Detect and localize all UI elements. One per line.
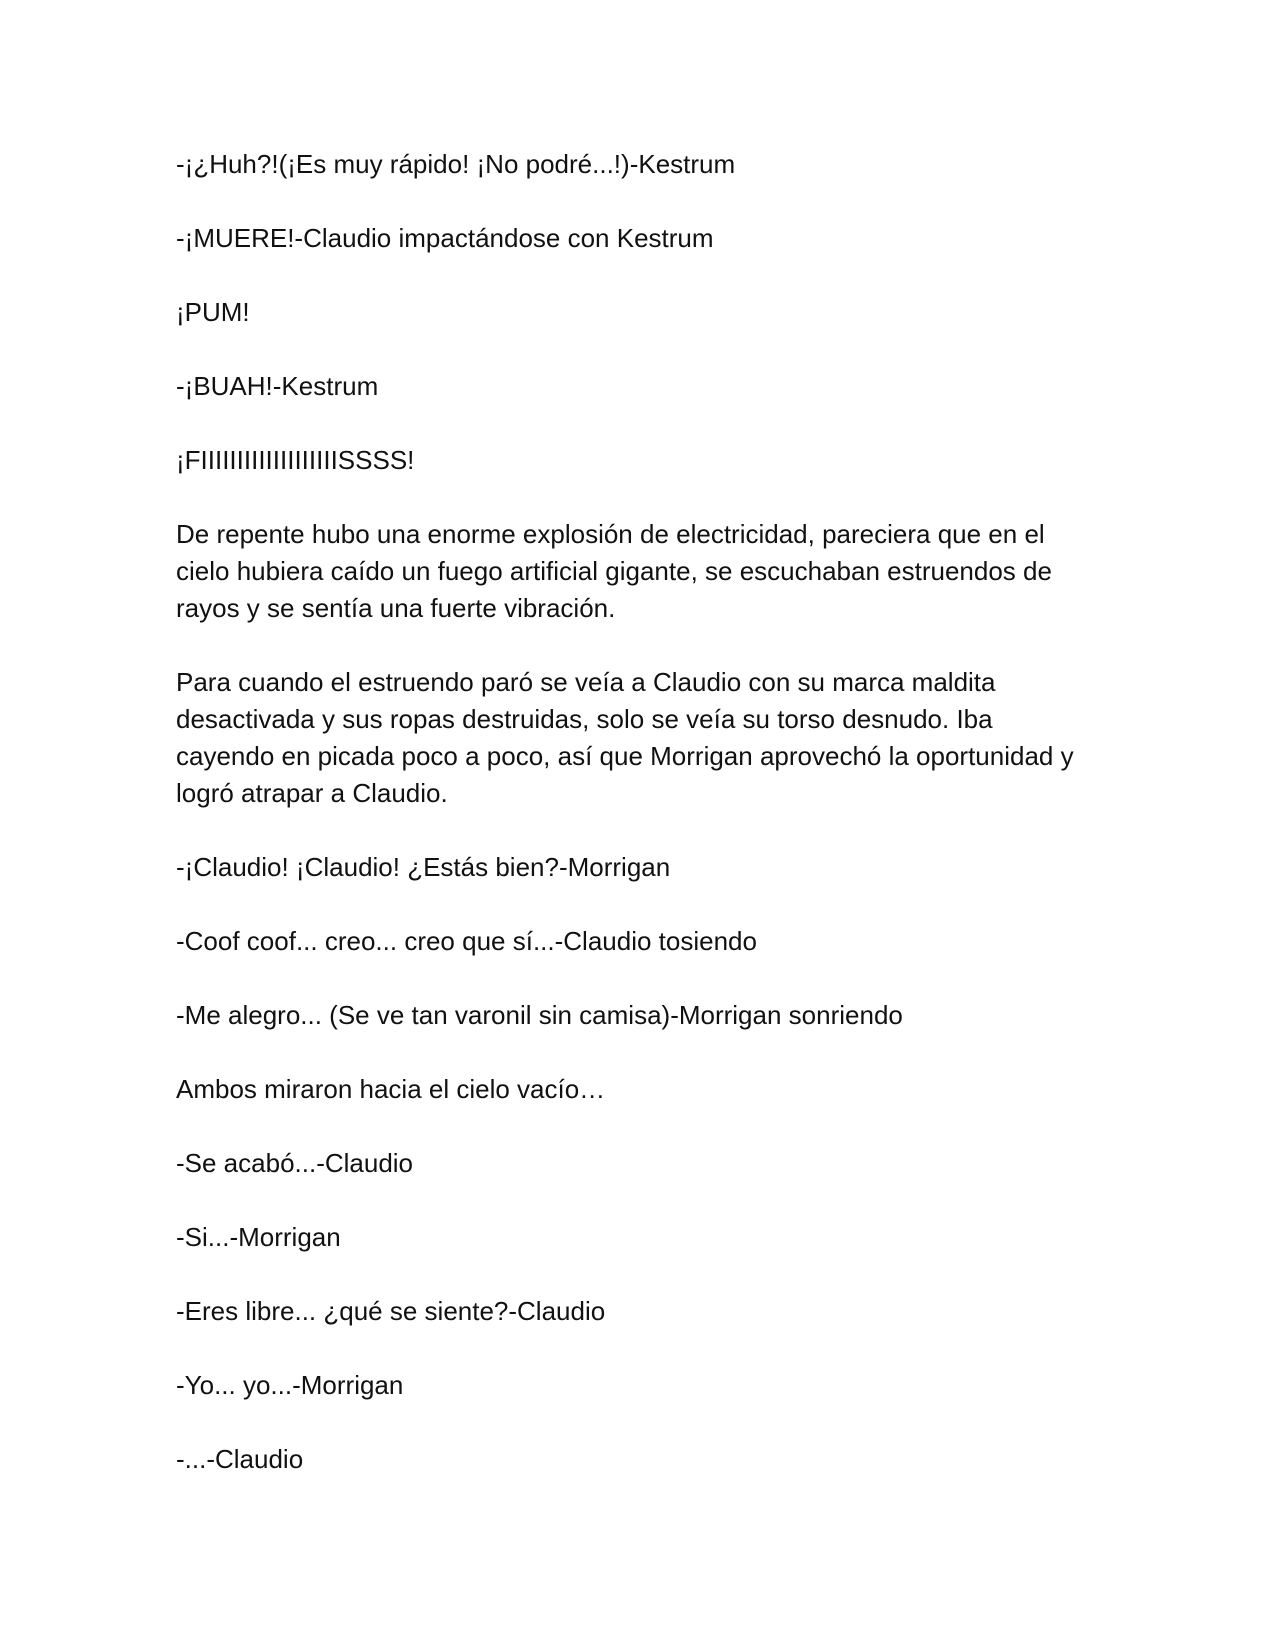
paragraph-14: -Eres libre... ¿qué se siente?-Claudio [176,1296,606,1326]
paragraph-10: -Me alegro... (Se ve tan varonil sin camisa)-Morrigan sonriendo [176,1000,903,1030]
paragraph-5: ¡FIIIIIIIIIIIIIIIIIIISSSS! [176,445,415,475]
paragraph-9: -Coof coof... creo... creo que sí...-Claudio tosiendo [176,926,757,956]
paragraph-1: -¡¿Huh?!(¡Es muy rápido! ¡No podré...!)-Kestrum [176,149,736,179]
paragraph-12: -Se acabó...-Claudio [176,1148,414,1178]
paragraph-13: -Si...-Morrigan [176,1222,341,1252]
paragraph-3: ¡PUM! [176,297,250,327]
paragraph-7: Para cuando el estruendo paró se veía a Claudio con su marca maldita desactivada y sus ropas destruidas, solo se veía su torso desnudo. Iba cayendo en picada poco a poco, así que Morrigan aprovechó la oportunidad y logró atrapar a Claudio. [176,667,1074,808]
paragraph-16: -...-Claudio [176,1444,304,1474]
paragraph-8: -¡Claudio! ¡Claudio! ¿Estás bien?-Morrigan [176,852,671,882]
paragraph-2: -¡MUERE!-Claudio impactándose con Kestrum [176,223,714,253]
paragraph-4: -¡BUAH!-Kestrum [176,371,379,401]
document-body [176,146,1096,1515]
paragraph-6: De repente hubo una enorme explosión de electricidad, pareciera que en el cielo hubiera caído un fuego artificial gigante, se escuchaban estruendos de rayos y se sentía una fuerte vibración. [176,519,1052,623]
paragraph-11: Ambos miraron hacia el cielo vacío… [176,1074,606,1104]
paragraph-15: -Yo... yo...-Morrigan [176,1370,404,1400]
